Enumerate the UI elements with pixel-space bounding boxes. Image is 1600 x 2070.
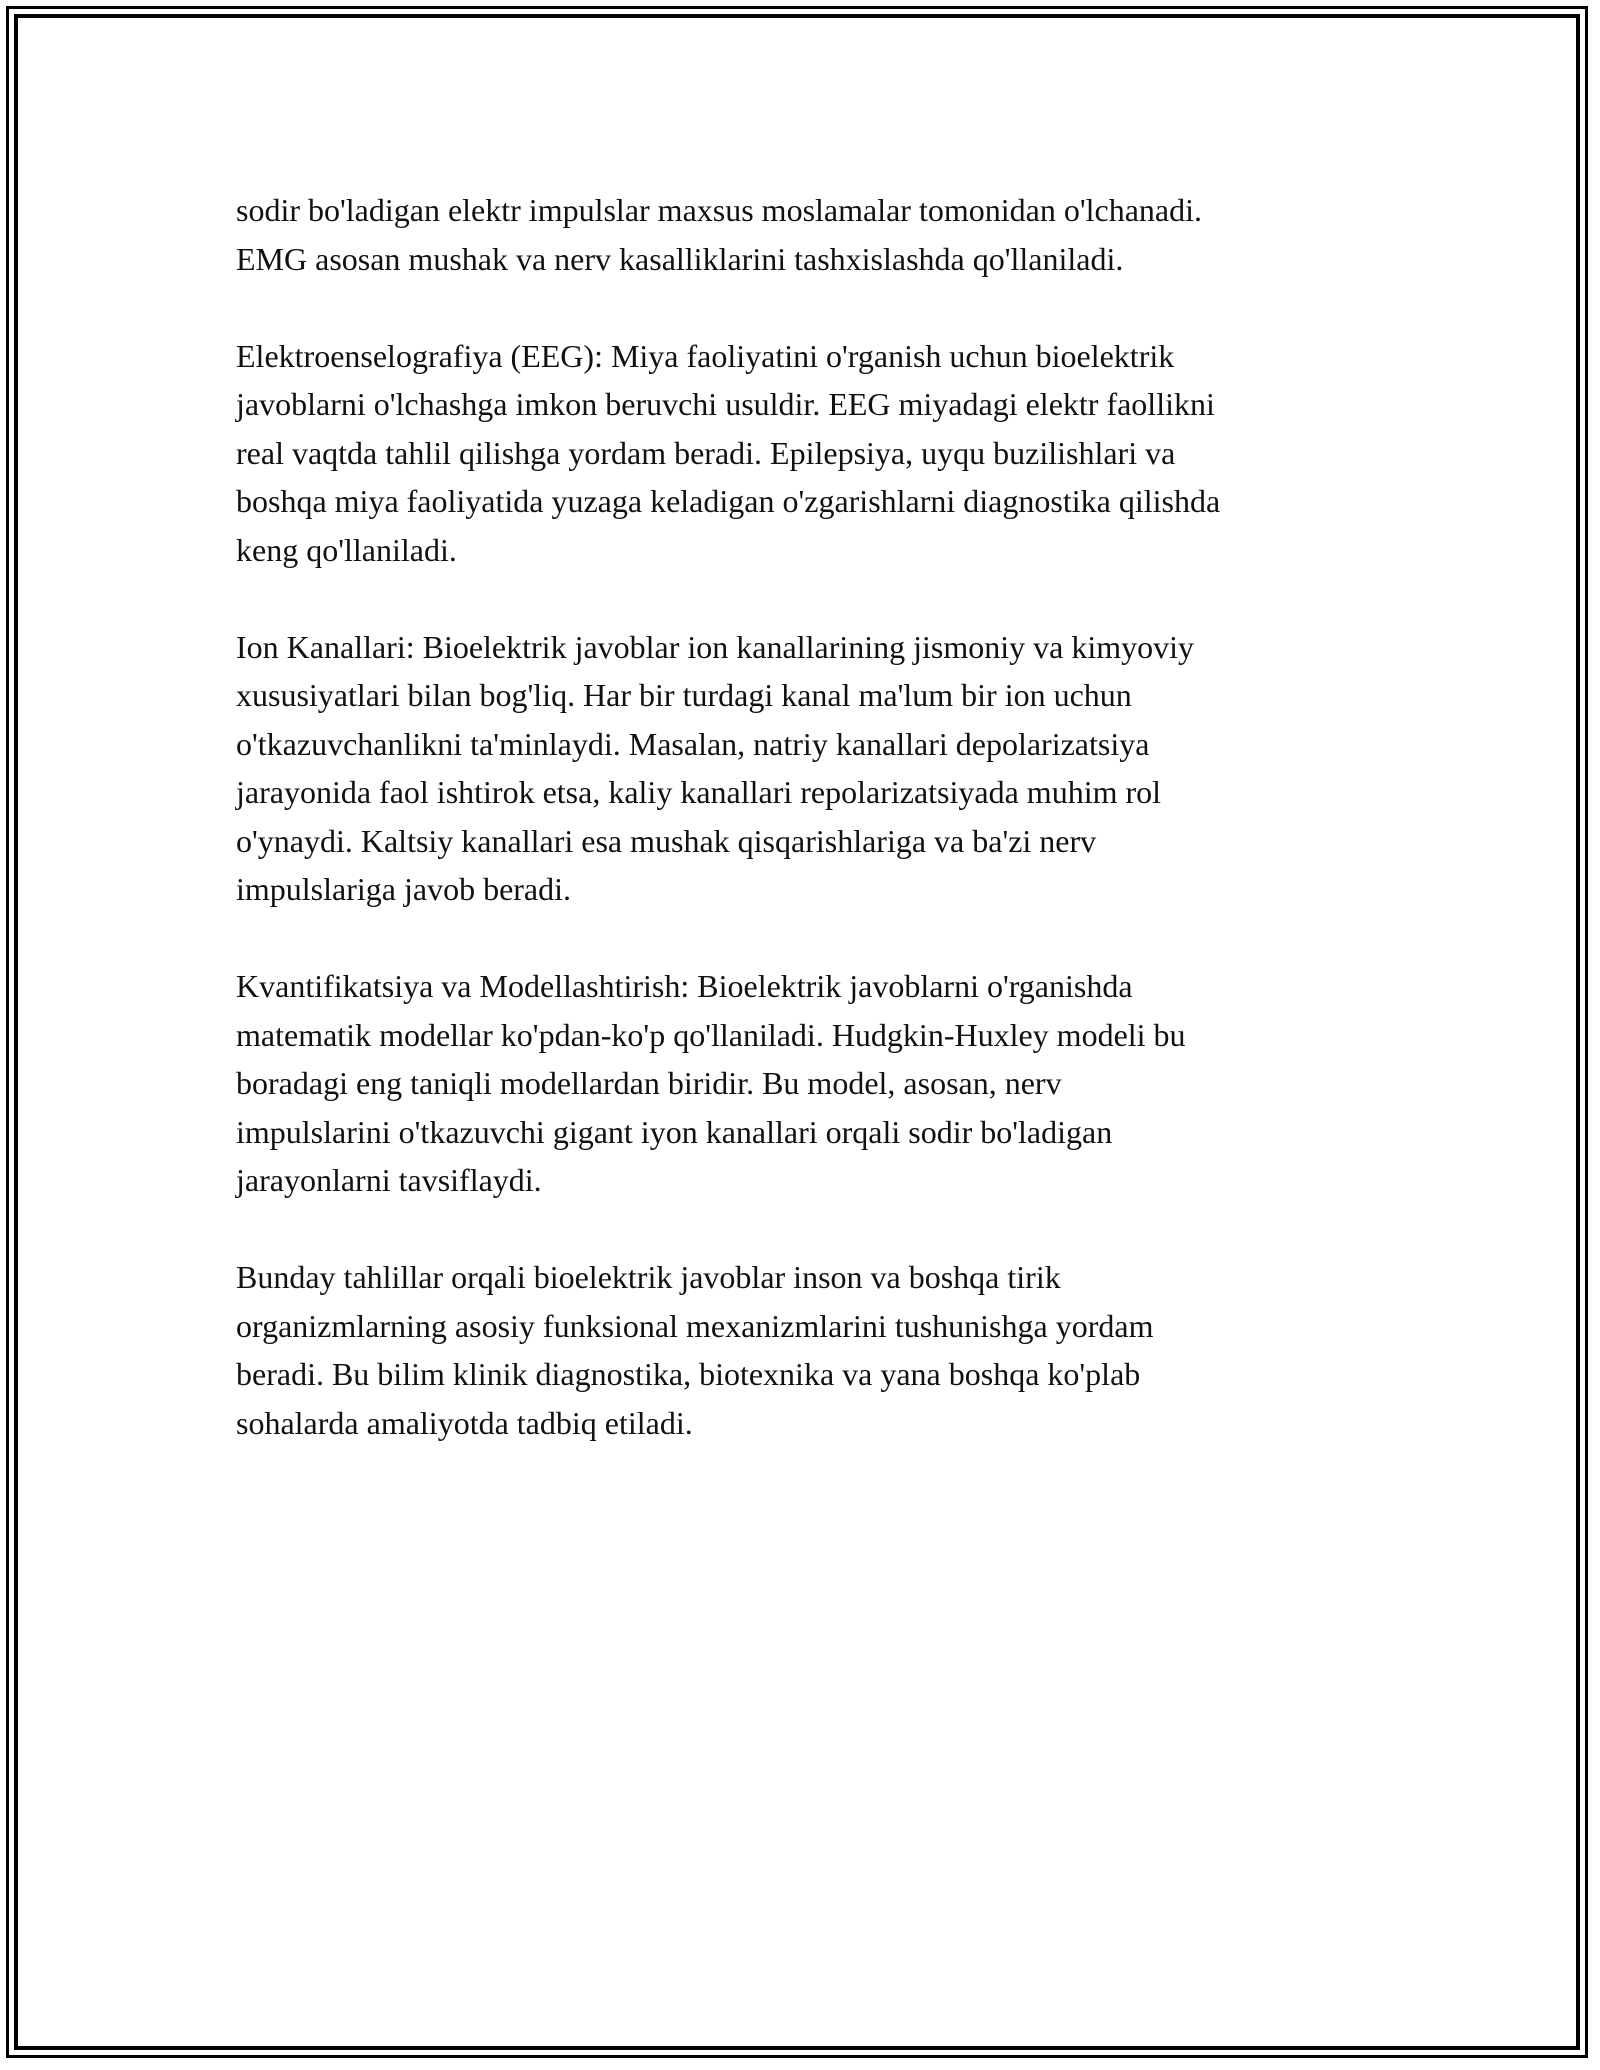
paragraph-emg: sodir bo'ladigan elektr impulslar maxsus moslamalar tomonidan o'lchanadi. EMG asosan mushak va nerv kasalliklarini tashxislashda qo'llaniladi. <box>236 192 1202 277</box>
paragraph-conclusion: Bunday tahlillar orqali bioelektrik javoblar inson va boshqa tirik organizmlarning asosiy funksional mexanizmlarini tushunishga yordam beradi. Bu bilim klinik diagnostika, biotexnika va yana boshqa ko'plab sohalarda amaliyotda tadbiq etiladi. <box>236 1259 1154 1441</box>
paragraph-modelling: Kvantifikatsiya va Modellashtirish: Bioelektrik javoblarni o'rganishda matematik modellar ko'pdan-ko'p qo'llaniladi. Hudgkin-Huxley modeli bu boradagi eng taniqli modellardan biridir. Bu model, asosan, nerv impulslarini o'tkazuvchi gigant iyon kanallari orqali sodir bo'ladigan jarayonlarni tavsiflaydi. <box>236 968 1186 1198</box>
paragraph-ion-channels: Ion Kanallari: Bioelektrik javoblar ion kanallarining jismoniy va kimyoviy xususiyatlari bilan bog'liq. Har bir turdagi kanal ma'lum bir ion uchun o'tkazuvchanlikni ta'minlaydi. Masalan, natriy kanallari depolarizatsiya jarayonida faol ishtirok etsa, kaliy kanallari repolarizatsiyada muhim rol o'ynaydi. Kaltsiy kanallari esa mushak qisqarishlariga va ba'zi nerv impulslariga javob beradi. <box>236 628 1195 907</box>
paragraph-eeg: Elektroenselografiya (EEG): Miya faoliyatini o'rganish uchun bioelektrik javoblarni o'lchashga imkon beruvchi usuldir. EEG miyadagi elektr faollikni real vaqtda tahlil qilishga yordam beradi. Epilepsiya, uyqu buzilishlari va boshqa miya faoliyatida yuzaga keladigan o'zgarishlarni diagnostika qilishda keng qo'llaniladi. <box>236 337 1221 568</box>
document-body <box>236 186 1386 1496</box>
